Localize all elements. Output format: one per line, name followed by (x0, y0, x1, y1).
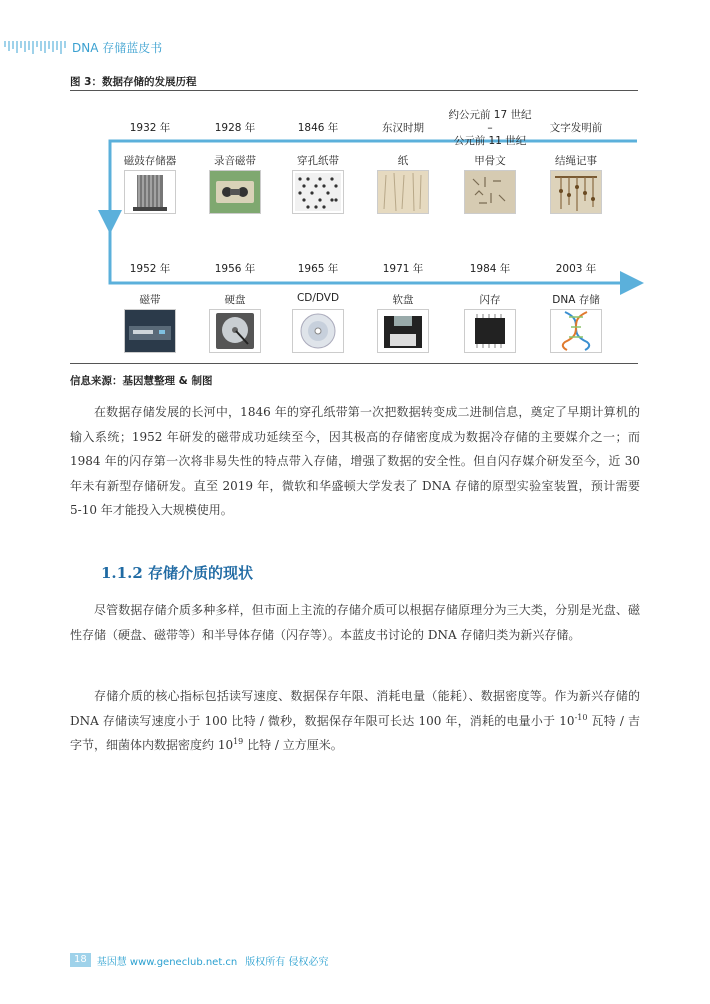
timeline-year: 文字发明前 (549, 122, 603, 134)
timeline-year: 1846 年 (297, 122, 339, 134)
timeline-name: 录音磁带 (214, 155, 256, 167)
timeline-year: 1932 年 (129, 122, 171, 134)
figure-bottom-rule (70, 363, 638, 364)
timeline-name: CD/DVD (296, 292, 340, 304)
flash-chip-icon (464, 309, 516, 353)
optical-disc-icon (292, 309, 344, 353)
timeline-name: 硬盘 (224, 294, 246, 306)
timeline-year: 东汉时期 (382, 122, 424, 134)
timeline-name: 软盘 (392, 294, 414, 306)
timeline-name: 纸 (397, 155, 409, 167)
timeline-year: 1971 年 (382, 263, 424, 275)
figure-source: 信息来源：基因慧整理 & 制图 (70, 375, 213, 387)
body-paragraph-1: 在数据存储发展的长河中，1846 年的穿孔纸带第一次把数据转变成二进制信息，奠定了早期计算机的输入系统；1952 年研发的磁带成功延续至今，因其极高的存储密度成为数据冷存储的主要媒介之一；而 1984 年的闪存第一次将非易失性的特点带入存储，增强了数据的安全性。但自闪存媒介研发至今，近 30 年未有新型存储研发。直至 2019 年，微软和华盛顿大学发表了 DNA 存储的原型实验室装置，预计需要 5-10 年才能投入大规模使用。 (70, 405, 640, 517)
dna-helix-icon (550, 309, 602, 353)
para3-superscript-2: 19 (233, 737, 244, 746)
header-title: DNA 存储蓝皮书 (72, 40, 163, 55)
timeline-name: DNA 存储 (552, 294, 600, 306)
body-paragraph-3 (70, 684, 640, 758)
body-paragraph-2: 尽管数据存储介质多种多样，但市面上主流的存储介质可以根据存储原理分为三大类，分别是光盘、磁性存储（硬盘、磁带等）和半导体存储（闪存等）。本蓝皮书讨论的 DNA 存储归类为新兴存储。 (70, 603, 640, 642)
timeline-year: 约公元前 17 世纪 – 公元前 11 世纪 (448, 109, 532, 147)
oracle-bone-icon (464, 170, 516, 214)
tape-drive-icon (124, 309, 176, 353)
timeline-year: 1965 年 (297, 263, 339, 275)
timeline-name: 结绳记事 (555, 155, 597, 167)
para3-text-a: 存储介质的核心指标包括读写速度、数据保存年限、消耗电量（能耗）、数据密度等。作为新兴存储的 DNA 存储读写速度小于 100 比特 / 微秒，数据保存年限可长达 100 年，消耗的电量小于 10 (70, 689, 640, 728)
footer-copyright: 版权所有 侵权必究 (245, 956, 329, 968)
magnetic-drum-icon (124, 170, 176, 214)
figure-caption: 图 3：数据存储的发展历程 (70, 76, 197, 88)
section-heading: 1.1.2 存储介质的现状 (101, 564, 253, 582)
hard-disk-icon (209, 309, 261, 353)
timeline-arrows (0, 0, 710, 400)
para3-text-b: 瓦特 / 吉字节，细菌体内数据密度约 10 (70, 713, 640, 752)
floppy-disk-icon (377, 309, 429, 353)
timeline-name: 甲骨文 (474, 155, 506, 167)
page-footer (70, 953, 328, 967)
timeline-year: 1956 年 (214, 263, 256, 275)
timeline-year: 1928 年 (214, 122, 256, 134)
knotted-rope-icon (550, 170, 602, 214)
timeline-name: 磁鼓存储器 (123, 155, 177, 167)
para3-text-c: 比特 / 立方厘米。 (243, 738, 343, 752)
timeline-name: 闪存 (479, 294, 501, 306)
cassette-tape-icon (209, 170, 261, 214)
para3-superscript-1: -10 (574, 712, 588, 722)
paper-icon (377, 170, 429, 214)
timeline-year: 2003 年 (555, 263, 597, 275)
footer-site: 基因慧 www.geneclub.net.cn (96, 956, 238, 968)
punched-tape-icon (292, 170, 344, 214)
timeline-name: 穿孔纸带 (297, 155, 339, 167)
timeline-name: 磁带 (139, 294, 161, 306)
page-number: 18 (70, 953, 91, 967)
timeline-year: 1984 年 (469, 263, 511, 275)
timeline-year: 1952 年 (129, 263, 171, 275)
